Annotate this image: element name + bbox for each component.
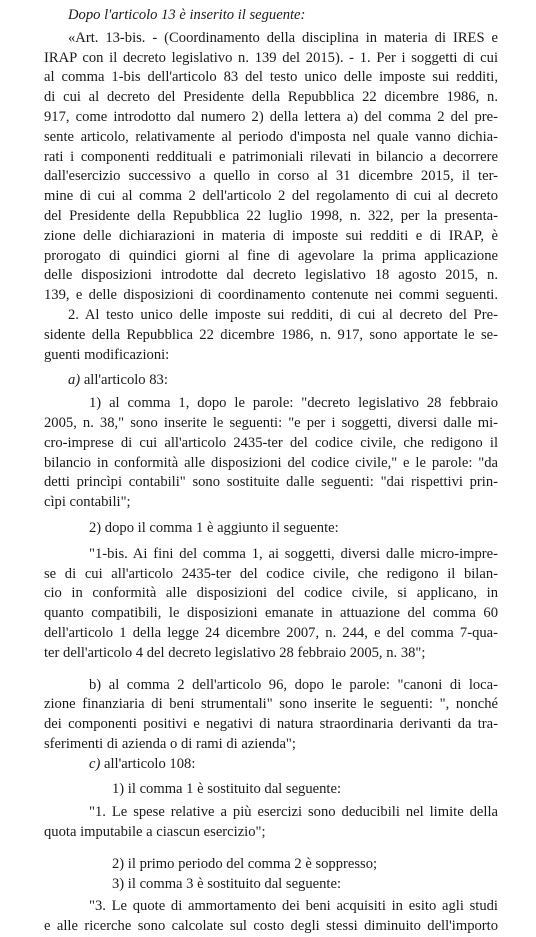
- text-line: 917, come introdotto dal numero 2) della lettera a) del comma 2 del pre-: [44, 108, 498, 125]
- letter-text: all'articolo 83:: [80, 372, 168, 389]
- text-line: al comma 1-bis dell'articolo 83 del testo unico delle imposte sui redditi,: [44, 69, 498, 86]
- text-line: ter dell'articolo 4 del decreto legislativo 28 febbraio 2005, n. 38";: [44, 644, 426, 661]
- text-line: zione delle dichiarazioni in materia di imposte sui redditi e di IRAP, è: [44, 227, 498, 244]
- text-line: "1. Le spese relative a più esercizi sono deducibili nel limite della: [89, 804, 498, 821]
- letter-a-item-2-quote: [44, 545, 498, 664]
- letter-b: [44, 676, 498, 755]
- text-line: cìpi contabili";: [44, 494, 131, 511]
- letter-c-item-2: 2) il primo periodo del comma 2 è soppresso;: [112, 855, 378, 872]
- text-line: 2. Al testo unico delle imposte sui redditi, di cui al decreto del Pre-: [68, 306, 498, 323]
- article-13-bis: [44, 29, 498, 306]
- text-line: del Presidente della Repubblica 22 luglio 1998, n. 322, per la presenta-: [44, 207, 498, 224]
- text-line: se di cui all'articolo 2435-ter del codice civile, che redigono il bilan-: [44, 565, 498, 582]
- text-line: quanto compatibili, le disposizioni emanate in attuazione del comma 60: [44, 605, 498, 622]
- letter-label: c): [89, 755, 101, 772]
- text-line: cio in conformità alle disposizioni del codice civile, si applicano, in: [44, 585, 498, 602]
- letter-label: a): [68, 372, 81, 389]
- text-line: e alle ricerche sono calcolate sul costo degli stessi diminuito dell'importo: [44, 918, 498, 935]
- amendment-heading: Dopo l'articolo 13 è inserito il seguente:: [68, 7, 306, 23]
- text-line: 1) al comma 1, dopo le parole: "decreto legislativo 28 febbraio: [89, 395, 498, 412]
- text-line: dell'articolo 1 della legge 24 dicembre 2007, n. 244, e del comma 7-qua-: [44, 624, 498, 641]
- text-line: dall'esercizio successivo a quello in corso al 31 dicembre 2015, il ter-: [44, 168, 498, 185]
- text-line: quota imputabile a ciascun esercizio";: [44, 824, 266, 841]
- text-line: delle disposizioni introdotte dal decreto legislativo 18 agosto 2015, n.: [44, 267, 498, 284]
- text-line: sidente della Repubblica 22 dicembre 1986, n. 917, sono apportate le se-: [44, 326, 498, 343]
- letter-c-item-3: 3) il comma 3 è sostituito dal seguente:: [112, 875, 341, 892]
- text-line: "1-bis. Ai fini del comma 1, ai soggetti, diversi dalle micro-impre-: [89, 545, 498, 562]
- text-line: guenti modificazioni:: [44, 346, 170, 363]
- text-line: mine di cui al comma 2 dell'articolo 2 del regolamento di cui al decreto: [44, 188, 498, 205]
- text-line: detti princìpi contabili" sono sostituite dalle seguenti: "dai rispettivi prin-: [44, 474, 498, 491]
- text-line: cro-imprese di cui all'articolo 2435-ter del codice civile, che redigono il: [44, 434, 498, 451]
- letter-c-item-1-quote: [44, 803, 498, 843]
- letter-c: [44, 755, 498, 775]
- comma-2: [44, 306, 498, 365]
- text-line: sente articolo, relativamente al periodo d'imposta nel quale vanno dichia-: [44, 128, 498, 145]
- text-line: rati i componenti reddituali e patrimoniali rilevati in bilancio a decorrere: [44, 148, 498, 165]
- text-line: 2005, n. 38," sono inserite le seguenti: "e per i soggetti, diversi dalle mi-: [44, 414, 498, 431]
- text-line: IRAP con il decreto legislativo n. 139 del 2015). - 1. Per i soggetti di cui: [44, 49, 498, 66]
- text-line: dei componenti positivi e negativi di natura straordinaria derivanti da tra-: [44, 716, 498, 733]
- text-line: "3. Le quote di ammortamento dei beni acquisiti in esito agli studi: [89, 898, 498, 915]
- letter-a-item-1: [44, 394, 498, 513]
- text-line: sferimenti di azienda o di rami di azienda";: [44, 735, 296, 752]
- document-page: [44, 6, 498, 937]
- text-line: di cui al decreto del Presidente della Repubblica 22 dicembre 1986, n.: [44, 89, 498, 106]
- letter-c-item-1: 1) il comma 1 è sostituito dal seguente:: [112, 781, 341, 798]
- letter-text: all'articolo 108:: [100, 755, 196, 772]
- letter-a-item-2: 2) dopo il comma 1 è aggiunto il seguente:: [89, 519, 339, 536]
- letter-c-item-3-quote: [44, 897, 498, 937]
- text-line: bilancio in conformità alle disposizioni del codice civile," e le parole: "da: [44, 454, 498, 471]
- letter-a: [44, 371, 498, 391]
- text-line: zione finanziaria di beni strumentali" sono inserite le seguenti: ", nonché: [44, 696, 498, 713]
- text-line: b) al comma 2 dell'articolo 96, dopo le parole: "canoni di loca-: [89, 676, 498, 693]
- text-line: 139, e delle disposizioni di coordinamento contenute nei commi seguenti.: [44, 287, 498, 304]
- text-line: «Art. 13-bis. - (Coordinamento della disciplina in materia di IRES e: [68, 29, 498, 46]
- text-line: prorogato di quindici giorni al fine di agevolare la prima applicazione: [44, 247, 498, 264]
